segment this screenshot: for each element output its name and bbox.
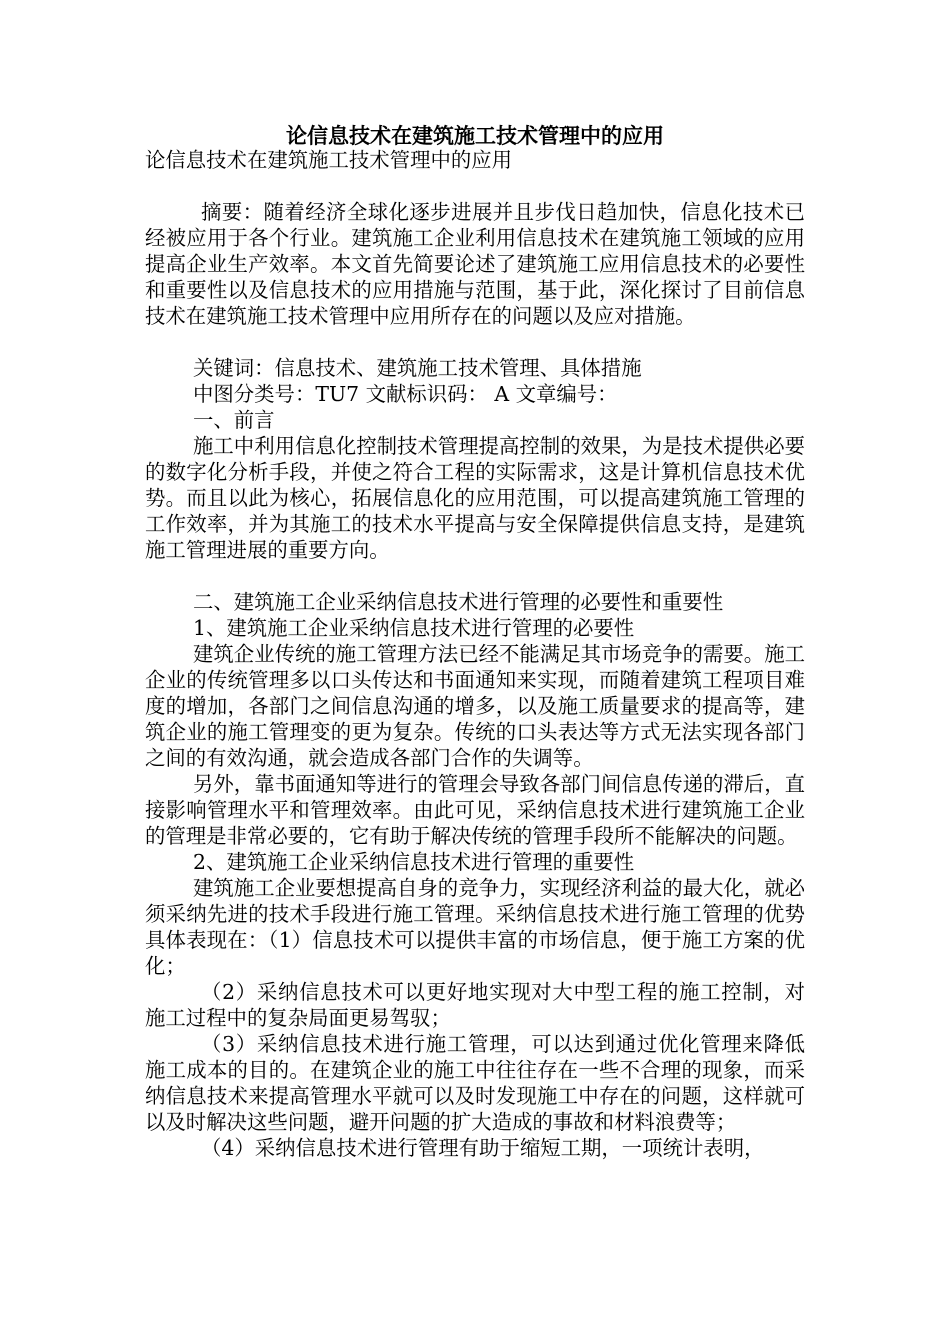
abstract-paragraph: 摘要：随着经济全球化逐步进展并且步伐日趋加快，信息化技术已经被应用于各个行业。建筑施工企业利用信息技术在建筑施工领域的应用提高企业生产效率。本文首先简要论述了建筑施工应用信息技术的必要性和重要性以及信息技术的应用措施与范围，基于此，深化探讨了目前信息技术在建筑施工技术管理中应用所存在的问题以及应对措施。: [145, 200, 805, 328]
subsection-heading-importance: 2、建筑施工企业采纳信息技术进行管理的重要性: [193, 850, 635, 874]
importance-paragraph-1: 建筑施工企业要想提高自身的竞争力，实现经济利益的最大化，就必须采纳先进的技术手段进行施工管理。采纳信息技术进行施工管理的优势具体表现在：（1）信息技术可以提供丰富的市场信息，便于施工方案的优化；: [145, 876, 805, 978]
document-title: 论信息技术在建筑施工技术管理中的应用: [286, 124, 664, 148]
preface-paragraph: 施工中利用信息化控制技术管理提高控制的效果，为是技术提供必要的数字化分析手段，并使之符合工程的实际需求，这是计算机信息技术优势。而且以此为核心，拓展信息化的应用范围，可以提高建筑施工管理的工作效率，并为其施工的技术水平提高与安全保障提供信息支持，是建筑施工管理进展的重要方向。: [145, 434, 805, 562]
necessity-paragraph-1: 建筑企业传统的施工管理方法已经不能满足其市场竞争的需要。施工企业的传统管理多以口头传达和书面通知来实现，而随着建筑工程项目难度的增加，各部门之间信息沟通的增多，以及施工质量要求的提高等，建筑企业的施工管理变的更为复杂。传统的口头表达等方式无法实现各部门之间的有效沟通，就会造成各部门合作的失调等。: [145, 642, 805, 770]
importance-paragraph-3: （3）采纳信息技术进行施工管理，可以达到通过优化管理来降低施工成本的目的。在建筑企业的施工中往往存在一些不合理的现象，而采纳信息技术来提高管理水平就可以及时发现施工中存在的问题，这样就可以及时解决这些问题，避开问题的扩大造成的事故和材料浪费等；: [145, 1032, 805, 1134]
classification-line: 中图分类号：TU7 文献标识码： A 文章编号：: [193, 382, 618, 406]
blank-line: [145, 329, 805, 355]
importance-paragraph-2: （2）采纳信息技术可以更好地实现对大中型工程的施工控制，对施工过程中的复杂局面更易驾驭；: [145, 980, 805, 1030]
document-body: [145, 147, 805, 1161]
document-subtitle: 论信息技术在建筑施工技术管理中的应用: [145, 148, 513, 172]
section-heading-necessity-importance: 二、建筑施工企业采纳信息技术进行管理的必要性和重要性: [193, 590, 724, 614]
keywords-line: 关键词：信息技术、建筑施工技术管理、具体措施: [193, 356, 642, 380]
subsection-heading-necessity: 1、建筑施工企业采纳信息技术进行管理的必要性: [193, 616, 635, 640]
importance-paragraph-4: （4）采纳信息技术进行管理有助于缩短工期，一项统计表明，: [201, 1136, 765, 1160]
necessity-paragraph-2: 另外，靠书面通知等进行的管理会导致各部门间信息传递的滞后，直接影响管理水平和管理效率。由此可见，采纳信息技术进行建筑施工企业的管理是非常必要的，它有助于解决传统的管理手段所不能解决的问题。: [145, 772, 805, 848]
blank-line: [145, 563, 805, 589]
section-heading-preface: 一、前言: [193, 408, 275, 432]
blank-line: [145, 173, 805, 199]
